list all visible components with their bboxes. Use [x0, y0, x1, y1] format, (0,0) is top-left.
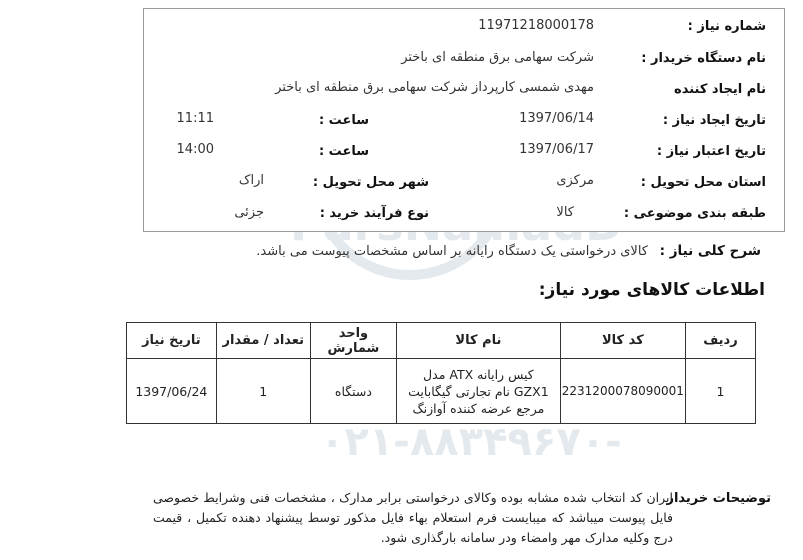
- buyer-notes-text: ایران کد انتخاب شده مشابه بوده وکالای درخواستی برابر مدارک ، مشخصات فنی وشرایط خصوصی فایل پیوست میباشد که میبایست فرم استعلام بهاء فایل مذکور توسط پیشنهاد دهنده تکمیل ، قیمت درج وکلیه مدارک مهر وامضاء ودر سامانه بارگذاری شود.: [153, 490, 673, 545]
- col-header-name: نام کالا: [397, 323, 561, 359]
- created-date-value: 1397/06/14: [519, 111, 594, 126]
- col-header-date: تاریخ نیاز: [127, 323, 217, 359]
- col-header-qty: تعداد / مقدار: [216, 323, 310, 359]
- valid-time-value: 14:00: [176, 142, 214, 157]
- process-value: جزئی: [234, 205, 264, 220]
- city-label: شهر محل تحویل :: [312, 175, 429, 190]
- cell-date: 1397/06/24: [127, 359, 217, 424]
- province-label: استان محل تحویل :: [640, 175, 766, 190]
- creator-name-label: نام ایجاد کننده: [674, 82, 766, 97]
- process-label: نوع فرآیند خرید :: [319, 206, 429, 221]
- cell-unit: دستگاه: [310, 359, 396, 424]
- items-section-title: اطلاعات کالاهای مورد نیاز:: [538, 280, 765, 300]
- watermark-phone: ۰۲۱-۸۸۳۴۹۶۷۰-۵: [320, 419, 620, 460]
- valid-date-label: تاریخ اعتبار نیاز :: [656, 144, 766, 159]
- creator-name-value: مهدی شمسی کارپرداز شرکت سهامی برق منطقه ای باختر: [275, 80, 594, 95]
- buyer-name-value: شرکت سهامی برق منطقه ای باختر: [401, 50, 594, 65]
- need-info-box: [143, 8, 785, 232]
- items-table: [126, 322, 756, 424]
- summary-text: کالای درخواستی یک دستگاه رایانه بر اساس مشخصات پیوست می باشد.: [256, 244, 648, 259]
- buyer-notes-label: توضیحات خریدار: [666, 491, 771, 506]
- col-header-row: ردیف: [685, 323, 755, 359]
- summary-label: شرح کلی نیاز :: [659, 243, 761, 259]
- created-time-label: ساعت :: [318, 113, 369, 128]
- col-header-unit: واحد شمارش: [310, 323, 396, 359]
- cell-qty: 1: [216, 359, 310, 424]
- buyer-name-label: نام دستگاه خریدار :: [641, 51, 766, 66]
- need-number-value: 11971218000178: [478, 18, 594, 33]
- created-date-label: تاریخ ایجاد نیاز :: [662, 113, 766, 128]
- valid-date-value: 1397/06/17: [519, 142, 594, 157]
- table-header-row: [127, 323, 756, 359]
- created-time-value: 11:11: [176, 111, 214, 126]
- category-label: طبقه بندی موضوعی :: [623, 206, 766, 221]
- need-number-label: شماره نیاز :: [687, 19, 766, 34]
- category-value: کالا: [556, 205, 574, 220]
- cell-row: 1: [685, 359, 755, 424]
- valid-time-label: ساعت :: [318, 144, 369, 159]
- table-row: [127, 359, 756, 424]
- cell-name: کیس رایانه ATX مدل GZX1 نام تجارتی گیگابایت مرجع عرضه کننده آوازنگ: [397, 359, 561, 424]
- city-value: اراک: [238, 173, 264, 188]
- col-header-code: کد کالا: [560, 323, 685, 359]
- cell-code: 2231200078090001: [560, 359, 685, 424]
- province-value: مرکزی: [556, 173, 594, 188]
